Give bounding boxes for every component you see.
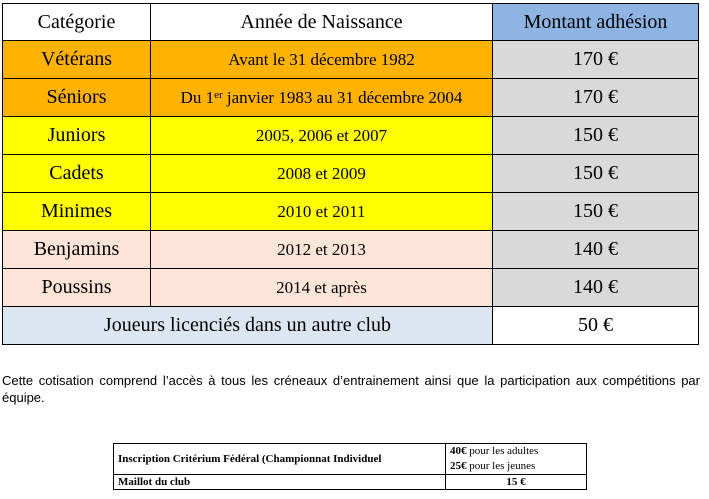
- cotisation-note: Cette cotisation comprend l’accès à tous les créneaux d’entrainement ainsi que la participation aux compétitions par équipe.: [2, 373, 700, 405]
- annee-prefix: Du 1: [180, 87, 215, 107]
- price-adultes: [450, 444, 582, 459]
- categorie-cell: Poussins: [3, 269, 151, 307]
- montant-cell: 150 €: [493, 155, 699, 193]
- annee-cell: [151, 79, 493, 117]
- extras-table: [113, 443, 587, 490]
- price-jeunes: [450, 459, 582, 474]
- categorie-cell: Benjamins: [3, 231, 151, 269]
- table-row: [3, 41, 699, 79]
- annee-superscript: er: [214, 88, 223, 101]
- maillot-label: Maillot du club: [114, 475, 446, 490]
- licencies-label: Joueurs licenciés dans un autre club: [3, 307, 493, 345]
- annee-cell: Avant le 31 décembre 1982: [151, 41, 493, 79]
- categorie-cell: Séniors: [3, 79, 151, 117]
- header-montant: Montant adhésion: [493, 4, 699, 41]
- annee-cell: 2012 et 2013: [151, 231, 493, 269]
- jeunes-text: pour les jeunes: [466, 460, 536, 472]
- table-row: [3, 117, 699, 155]
- categorie-cell: Minimes: [3, 193, 151, 231]
- header-categorie: Catégorie: [3, 4, 151, 41]
- header-row: [3, 4, 699, 41]
- criterium-prices: [446, 444, 587, 475]
- header-annee: Année de Naissance: [151, 4, 493, 41]
- annee-cell: 2010 et 2011: [151, 193, 493, 231]
- table-row: [3, 79, 699, 117]
- licencies-montant: 50 €: [493, 307, 699, 345]
- licencies-row: [3, 307, 699, 345]
- adultes-text: pour les adultes: [466, 445, 539, 457]
- adultes-amount: 40€: [450, 445, 467, 457]
- maillot-price: 15 €: [446, 475, 587, 490]
- table-row: [3, 269, 699, 307]
- annee-cell: 2005, 2006 et 2007: [151, 117, 493, 155]
- tarifs-table: [2, 3, 699, 345]
- table-row: [3, 155, 699, 193]
- annee-suffix: janvier 1983 au 31 décembre 2004: [222, 87, 463, 107]
- montant-cell: 170 €: [493, 41, 699, 79]
- montant-cell: 150 €: [493, 117, 699, 155]
- criterium-label: Inscription Critérium Fédéral (Championnat Individuel: [114, 444, 446, 475]
- montant-cell: 170 €: [493, 79, 699, 117]
- annee-cell: 2008 et 2009: [151, 155, 493, 193]
- criterium-row: [114, 444, 587, 475]
- montant-cell: 140 €: [493, 231, 699, 269]
- categorie-cell: Vétérans: [3, 41, 151, 79]
- categorie-cell: Cadets: [3, 155, 151, 193]
- table-row: [3, 231, 699, 269]
- maillot-row: [114, 475, 587, 490]
- montant-cell: 140 €: [493, 269, 699, 307]
- montant-cell: 150 €: [493, 193, 699, 231]
- table-row: [3, 193, 699, 231]
- jeunes-amount: 25€: [450, 460, 467, 472]
- annee-cell: 2014 et après: [151, 269, 493, 307]
- categorie-cell: Juniors: [3, 117, 151, 155]
